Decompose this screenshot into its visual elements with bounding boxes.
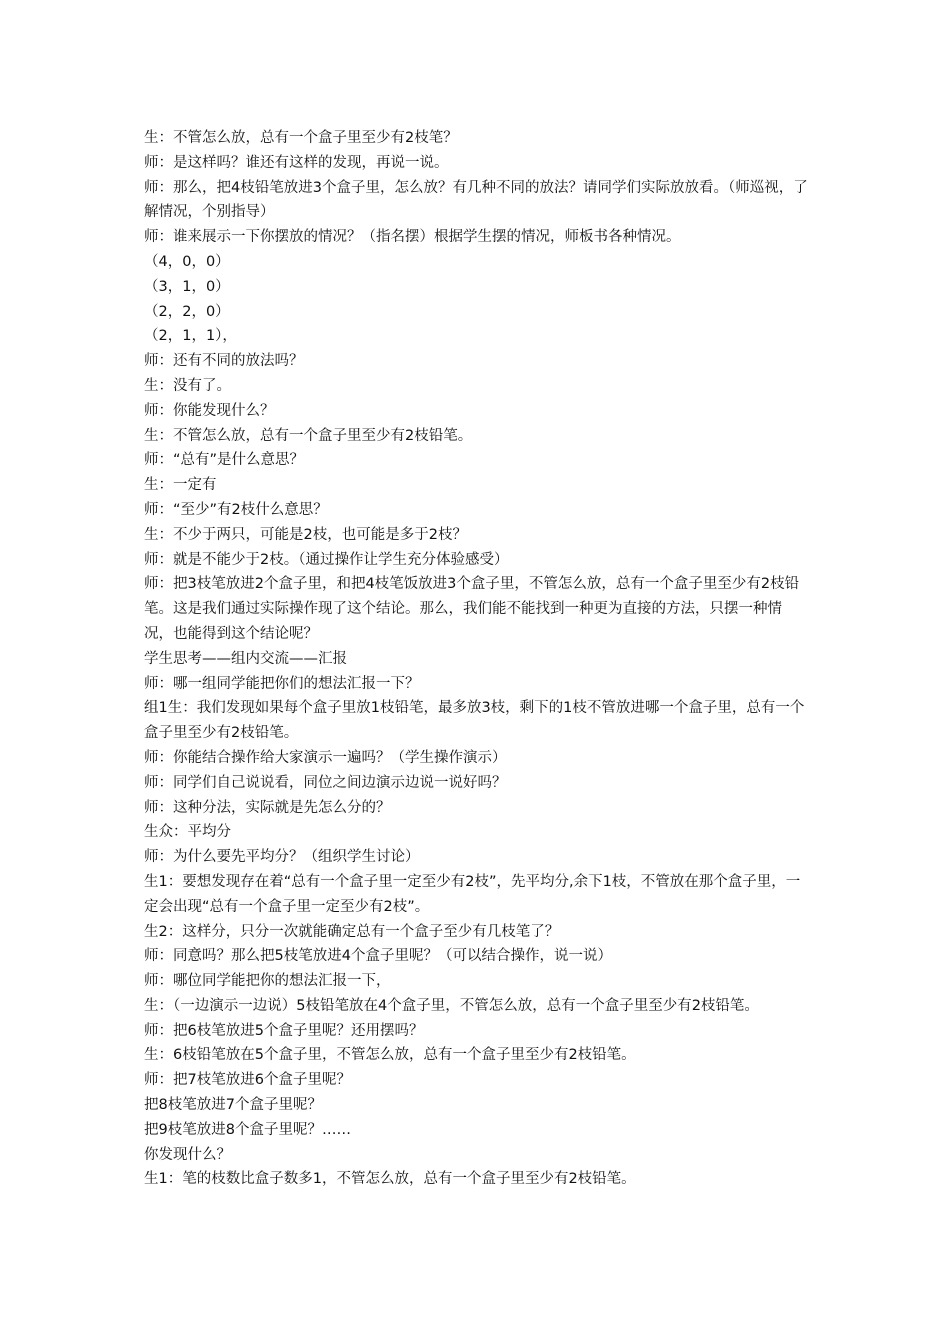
- line-12: 生：不管怎么放，总有一个盒子里至少有2枝铅笔。: [144, 427, 473, 444]
- line-16: 生：不少于两只，可能是2枝，也可能是多于2枝？: [144, 526, 467, 543]
- line-03: 师：那么，把4枝铅笔放进3个盒子里，怎么放？有几种不同的放法？请同学们实际放放看。（师巡视，了解情况，个别指导）: [144, 179, 808, 221]
- line-18: 师：把3枝笔放进2个盒子里，和把4枝笔饭放进3个盒子里，不管怎么放，总有一个盒子里至少有2枝铅笔。这是我们通过实际操作现了这个结论。那么，我们能不能找到一种更为直接的方法，只摆一种情况，也能得到这个结论呢？: [144, 576, 800, 642]
- line-08: （2，1，1），: [144, 328, 237, 345]
- line-10: 生：没有了。: [144, 377, 231, 394]
- line-36: 把9枝笔放进8个盒子里呢？……: [144, 1121, 351, 1138]
- line-22: 师：你能结合操作给大家演示一遍吗？（学生操作演示）: [144, 749, 507, 766]
- line-25: 生众：平均分: [144, 824, 231, 841]
- line-24: 师：这种分法，实际就是先怎么分的？: [144, 799, 391, 816]
- line-28: 生2：这样分，只分一次就能确定总有一个盒子至少有几枝笔了？: [144, 923, 560, 940]
- line-26: 师：为什么要先平均分？（组织学生讨论）: [144, 849, 420, 866]
- line-09: 师：还有不同的放法吗？: [144, 353, 304, 370]
- line-31: 生：（一边演示一边说）5枝铅笔放在4个盒子里，不管怎么放，总有一个盒子里至少有2枝铅笔。: [144, 997, 759, 1014]
- line-38: 生1：笔的枝数比盒子数多1，不管怎么放，总有一个盒子里至少有2枝铅笔。: [144, 1171, 636, 1188]
- line-13: 师：“总有”是什么意思？: [144, 452, 305, 469]
- line-21: 组1生：我们发现如果每个盒子里放1枝铅笔，最多放3枝，剩下的1枝不管放进哪一个盒子里，总有一个盒子里至少有2枝铅笔。: [144, 700, 805, 742]
- line-23: 师：同学们自己说说看，同位之间边演示边说一说好吗？: [144, 774, 507, 791]
- document-body: [144, 126, 808, 1192]
- line-30: 师：哪位同学能把你的想法汇报一下，: [144, 973, 391, 990]
- line-04: 师：谁来展示一下你摆放的情况？（指名摆）根据学生摆的情况，师板书各种情况。: [144, 229, 681, 246]
- line-06: （3，1，0）: [144, 278, 230, 295]
- line-20: 师：哪一组同学能把你们的想法汇报一下？: [144, 675, 420, 692]
- line-29: 师：同意吗？那么把5枝笔放进4个盒子里呢？（可以结合操作，说一说）: [144, 948, 612, 965]
- line-11: 师：你能发现什么？: [144, 402, 275, 419]
- line-02: 师：是这样吗？谁还有这样的发现，再说一说。: [144, 154, 449, 171]
- line-07: （2，2，0）: [144, 303, 230, 320]
- line-17: 师：就是不能少于2枝。（通过操作让学生充分体验感受）: [144, 551, 509, 568]
- line-01: 生：不管怎么放，总有一个盒子里至少有2枝笔？: [144, 130, 458, 146]
- line-14: 生：一定有: [144, 477, 217, 494]
- line-35: 把8枝笔放进7个盒子里呢？: [144, 1097, 322, 1114]
- line-27: 生1：要想发现存在着“总有一个盒子里一定至少有2枝”，先平均分,余下1枝，不管放在那个盒子里，一定会出现“总有一个盒子里一定至少有2枝”。: [144, 873, 801, 915]
- line-05: （4，0，0）: [144, 253, 230, 270]
- line-32: 师：把6枝笔放进5个盒子里呢？还用摆吗？: [144, 1022, 424, 1039]
- line-37: 你发现什么？: [144, 1146, 231, 1163]
- line-34: 师：把7枝笔放进6个盒子里呢？: [144, 1072, 351, 1089]
- line-19: 学生思考——组内交流——汇报: [144, 650, 347, 667]
- line-15: 师：“至少”有2枝什么意思？: [144, 501, 328, 518]
- line-33: 生：6枝铅笔放在5个盒子里，不管怎么放，总有一个盒子里至少有2枝铅笔。: [144, 1047, 636, 1064]
